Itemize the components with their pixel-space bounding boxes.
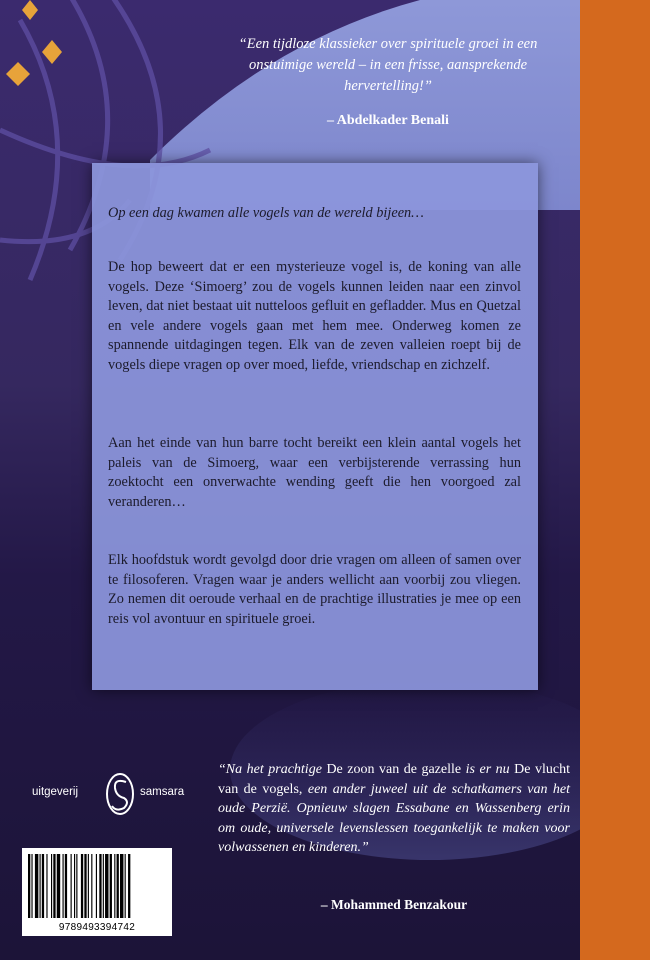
- barcode-bar: [57, 854, 60, 918]
- blurb-paragraph-2: Aan het einde van hun barre tocht bereikt een klein aantal vogels het paleis van de Simoerg, waar een verbijsterende verrassing hun zoektocht een onverwachte wending geeft die hen voorgoed zal veranderen…: [108, 435, 521, 510]
- barcode-bar: [117, 854, 119, 918]
- samsara-logo-icon: [102, 770, 138, 818]
- barcode-bar: [84, 854, 86, 918]
- blurb-paragraph-1: De hop beweert dat er een mysterieuze vogel is, de koning van alle vogels. Deze ‘Simoerg’ zou de vogels kunnen leiden naar een zinvol leven, dat niet bestaat uit nutteloos gefluit en gefladder. Mus en Quetzal en vele andere vogels gaan met hem mee. Onderweg komen ze spannende uitdagingen tegen. Elk van de zeven valleien roept bij de vogels diepe vragen op over moed, liefde, vriendschap en zichzelf.: [108, 259, 521, 373]
- isbn-barcode: [22, 848, 172, 936]
- barcode-bar: [110, 854, 112, 918]
- barcode-bar: [125, 854, 126, 918]
- bottom-quote-part-1: “Na het prachtige: [218, 762, 327, 777]
- barcode-bar: [96, 854, 97, 918]
- top-quote: “Een tijdloze klassieker over spirituele groei in een onstuimige wereld – in een frisse, aansprekende hervertelling!”: [238, 36, 538, 94]
- barcode-bar: [128, 854, 130, 918]
- barcode-bar: [120, 854, 123, 918]
- bottom-quote-part-2: is er nu: [461, 762, 515, 777]
- barcode-bar: [71, 854, 72, 918]
- barcode-bars: [28, 854, 166, 918]
- barcode-bar: [76, 854, 77, 918]
- barcode-bar: [28, 854, 30, 918]
- barcode-bar: [88, 854, 89, 918]
- barcode-bar: [40, 854, 41, 918]
- barcode-bar: [114, 854, 115, 918]
- barcode-bar: [65, 854, 67, 918]
- barcode-bar: [31, 854, 32, 918]
- barcode-bar: [63, 854, 64, 918]
- barcode-bar: [103, 854, 104, 918]
- barcode-bar: [53, 854, 55, 918]
- bottom-quote: [218, 760, 570, 858]
- barcode-bar: [51, 854, 52, 918]
- blurb-intro: Op een dag kwamen alle vogels van de wereld bijeen…: [108, 205, 424, 221]
- publisher-logo: [32, 770, 212, 820]
- barcode-bar: [99, 854, 101, 918]
- isbn-number: 9789493394742: [58, 922, 136, 933]
- publisher-name-left: uitgeverij: [32, 786, 79, 798]
- blurb-paragraph-3: Elk hoofdstuk wordt gevolgd door drie vragen om alleen of samen over te filosoferen. Vragen waar je anders wellicht aan voorbij zou vliegen. Zo nemen dit oeroude verhaal en de prachtige illustraties je mee op een reis vol avontuur en spirituele groei.: [108, 552, 521, 627]
- barcode-bar: [74, 854, 75, 918]
- barcode-bar: [46, 854, 47, 918]
- barcode-bar: [91, 854, 92, 918]
- bottom-quote-author: – Mohammed Benzakour: [320, 897, 468, 912]
- spine: [580, 0, 650, 960]
- bottom-quote-title-1: De zoon van de gazelle: [326, 762, 462, 777]
- bottom-quote-title-2: De vlucht van de vogels,: [218, 762, 571, 797]
- barcode-bar: [35, 854, 38, 918]
- barcode-bar: [42, 854, 44, 918]
- barcode-bar: [81, 854, 83, 918]
- top-quote-author: – Abdelkader Benali: [327, 113, 449, 128]
- publisher-name-right: samsara: [140, 786, 185, 798]
- bottom-quote-part-3: een ander juweel uit de schatkamers van het oude Perzië. Opnieuw slagen Essabane en Wassenberg erin om oude, universele levenslessen toegankelijk te maken voor volwassenen en kinderen.”: [218, 781, 571, 855]
- barcode-bar: [105, 854, 108, 918]
